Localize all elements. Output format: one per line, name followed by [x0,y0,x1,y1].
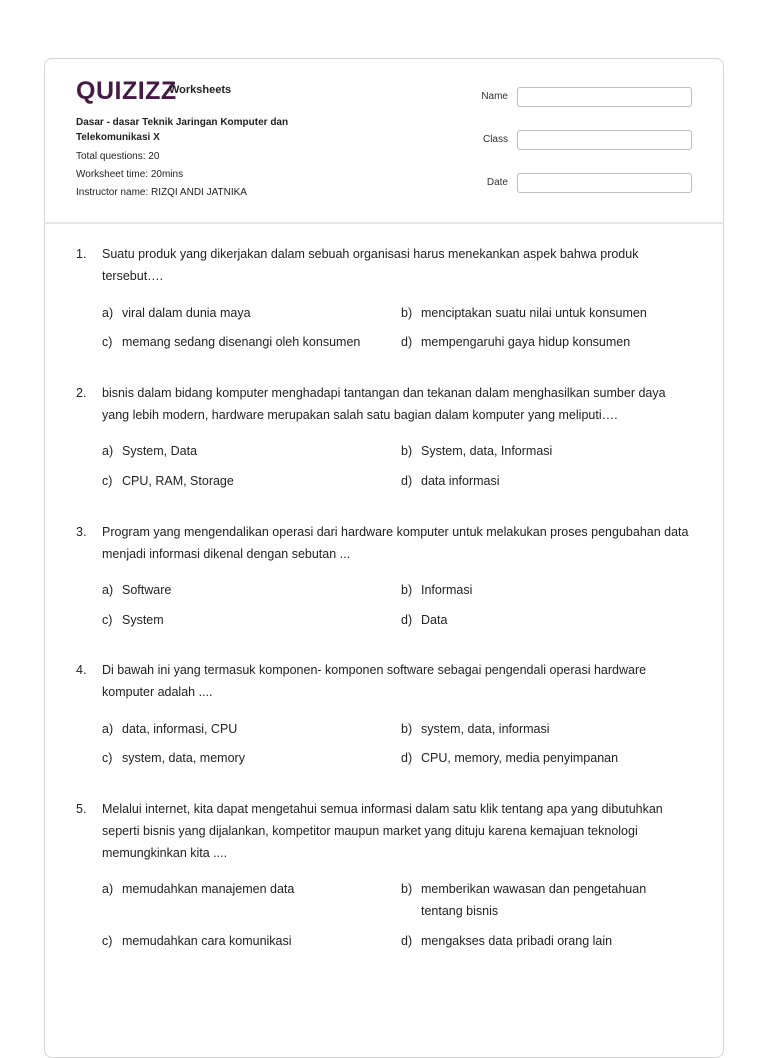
option-text: System, data, Informasi [421,444,553,458]
option-label: d) [401,613,413,627]
option-3a[interactable] [102,579,392,601]
worksheet-title: Dasar - dasar Teknik Jaringan Komputer dan Telekomunikasi X [76,117,289,143]
option-label: a) [102,583,114,597]
option-text: data, informasi, CPU [122,722,238,736]
header-divider [45,222,723,224]
option-5b[interactable] [401,878,671,922]
option-label: b) [401,722,413,736]
option-1b[interactable] [401,302,691,324]
date-field[interactable] [517,173,692,193]
option-4a[interactable] [102,718,392,740]
question-text: Program yang mengendalikan operasi dari hardware komputer untuk melakukan proses pengubahan data menjadi informasi dikenal dengan sebutan ... [102,525,689,561]
option-label: d) [401,335,413,349]
question-number: 5. [76,802,87,816]
option-4c[interactable] [102,747,392,769]
option-text: Data [421,613,448,627]
worksheet-time: Worksheet time: 20mins [76,169,184,180]
instructor-name: Instructor name: RIZQI ANDI JATNIKA [76,187,247,198]
option-1d[interactable] [401,331,691,353]
option-label: b) [401,882,413,896]
option-text: viral dalam dunia maya [122,306,251,320]
option-label: d) [401,934,413,948]
option-text: mengakses data pribadi orang lain [421,934,613,948]
option-text: system, data, informasi [421,722,550,736]
option-4d[interactable] [401,747,691,769]
option-text: memudahkan manajemen data [122,882,295,896]
option-5d[interactable] [401,930,691,952]
quizizz-logo: QUIZIZZ [76,77,177,105]
option-label: a) [102,722,114,736]
option-label: d) [401,474,413,488]
option-3d[interactable] [401,609,691,631]
option-text: memberikan wawasan dan pengetahuan tentang bisnis [421,882,647,918]
option-1a[interactable] [102,302,392,324]
logo-subtitle: Worksheets [169,84,232,96]
name-field[interactable] [517,87,692,107]
question-text: Suatu produk yang dikerjakan dalam sebuah organisasi harus menekankan aspek bahwa produk tersebut…. [102,247,639,283]
option-text: menciptakan suatu nilai untuk konsumen [421,306,647,320]
option-label: c) [102,613,113,627]
class-field[interactable] [517,130,692,150]
option-text: memang sedang disenangi oleh konsumen [122,335,361,349]
option-label: a) [102,306,114,320]
option-label: c) [102,474,113,488]
option-label: c) [102,335,113,349]
option-label: d) [401,751,413,765]
option-label: b) [401,583,413,597]
option-text: System, Data [122,444,198,458]
option-1c[interactable] [102,331,392,353]
question-text: Di bawah ini yang termasuk komponen- komponen software sebagai pengendali operasi hardware komputer adalah .... [102,663,647,699]
option-text: mempengaruhi gaya hidup konsumen [421,335,631,349]
option-text: Software [122,583,172,597]
option-label: c) [102,751,113,765]
option-label: a) [102,882,114,896]
option-3c[interactable] [102,609,392,631]
question-number: 1. [76,247,87,261]
question-number: 2. [76,386,87,400]
question-text: Melalui internet, kita dapat mengetahui semua informasi dalam satu klik tentang apa yang dibutuhkan seperti bisnis yang dijalankan, kompetitor maupun market yang dituju karena kemajuan teknologi memungkinkan kita .... [102,802,663,860]
option-label: b) [401,306,413,320]
option-label: c) [102,934,113,948]
option-label: a) [102,444,114,458]
option-text: system, data, memory [122,751,245,765]
option-text: data informasi [421,474,500,488]
option-5a[interactable] [102,878,392,900]
question-text: bisnis dalam bidang komputer menghadapi tantangan dan tekanan dalam menghasilkan sumber daya yang lebih modern, hardware merupakan salah satu bagian dalam komputer yang meliputi…. [102,386,666,422]
option-2c[interactable] [102,470,392,492]
option-3b[interactable] [401,579,691,601]
question-number: 4. [76,663,87,677]
option-text: System [122,613,164,627]
name-label: Name [481,91,508,102]
option-text: CPU, RAM, Storage [122,474,234,488]
option-2b[interactable] [401,440,691,462]
option-2d[interactable] [401,470,691,492]
total-questions: Total questions: 20 [76,151,160,162]
option-text: memudahkan cara komunikasi [122,934,292,948]
date-label: Date [486,177,508,188]
option-4b[interactable] [401,718,691,740]
question-number: 3. [76,525,87,539]
option-5c[interactable] [102,930,392,952]
option-text: Informasi [421,583,473,597]
class-label: Class [482,134,508,145]
option-text: CPU, memory, media penyimpanan [421,751,619,765]
option-label: b) [401,444,413,458]
option-2a[interactable] [102,440,392,462]
